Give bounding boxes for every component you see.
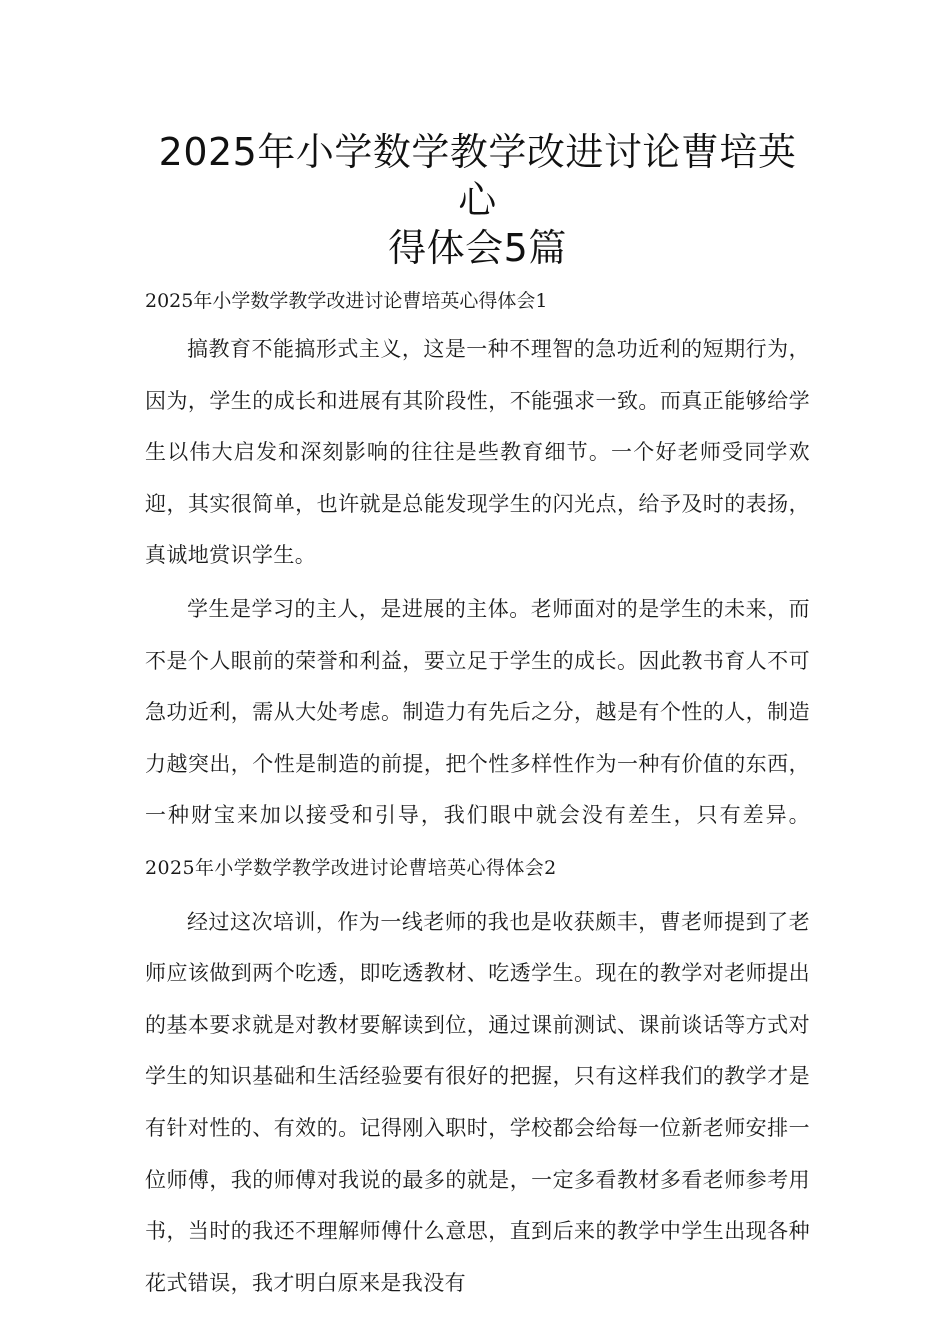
document-page	[145, 128, 810, 1309]
document-title-line-1: 2025年小学数学教学改进讨论曹培英心	[158, 130, 797, 222]
paragraph-2	[145, 584, 810, 895]
paragraph-3: 经过这次培训，作为一线老师的我也是收获颇丰，曹老师提到了老师应该做到两个吃透，即吃透教材、吃透学生。现在的教学对老师提出的基本要求就是对教材要解读到位，通过课前测试、课前谈话等方式对学生的知识基础和生活经验要有很好的把握，只有这样我们的教学才是有针对性的、有效的。记得刚入职时，学校都会给每一位新老师安排一位师傅，我的师傅对我说的最多的就是，一定多看教材多看老师参考用书，当时的我还不理解师傅什么意思，直到后来的教学中学生出现各种花式错误，我才明白原来是我没有	[145, 909, 810, 1295]
document-title	[145, 128, 810, 272]
paragraph-2-text: 学生是学习的主人，是进展的主体。老师面对的是学生的未来，而不是个人眼前的荣誉和利益，要立足于学生的成长。因此教书育人不可急功近利，需从大处考虑。制造力有先后之分，越是有个性的人，制造力越突出，个性是制造的前提，把个性多样性作为一种有价值的东西，一种财宝来加以接受和引导，我们眼中就会没有差生，只有差异。	[145, 596, 810, 828]
document-title-line-2: 得体会5篇	[388, 226, 567, 270]
section-2-heading: 2025年小学数学教学改进讨论曹培英心得体会2	[145, 856, 557, 879]
section-1-heading: 2025年小学数学教学改进讨论曹培英心得体会1	[145, 290, 548, 312]
paragraph-1: 搞教育不能搞形式主义，这是一种不理智的急功近利的短期行为，因为，学生的成长和进展有其阶段性，不能强求一致。而真正能够给学生以伟大启发和深刻影响的往往是些教育细节。一个好老师受同学欢迎，其实很简单，也许就是总能发现学生的闪光点，给予及时的表扬，真诚地赏识学生。	[145, 337, 810, 568]
